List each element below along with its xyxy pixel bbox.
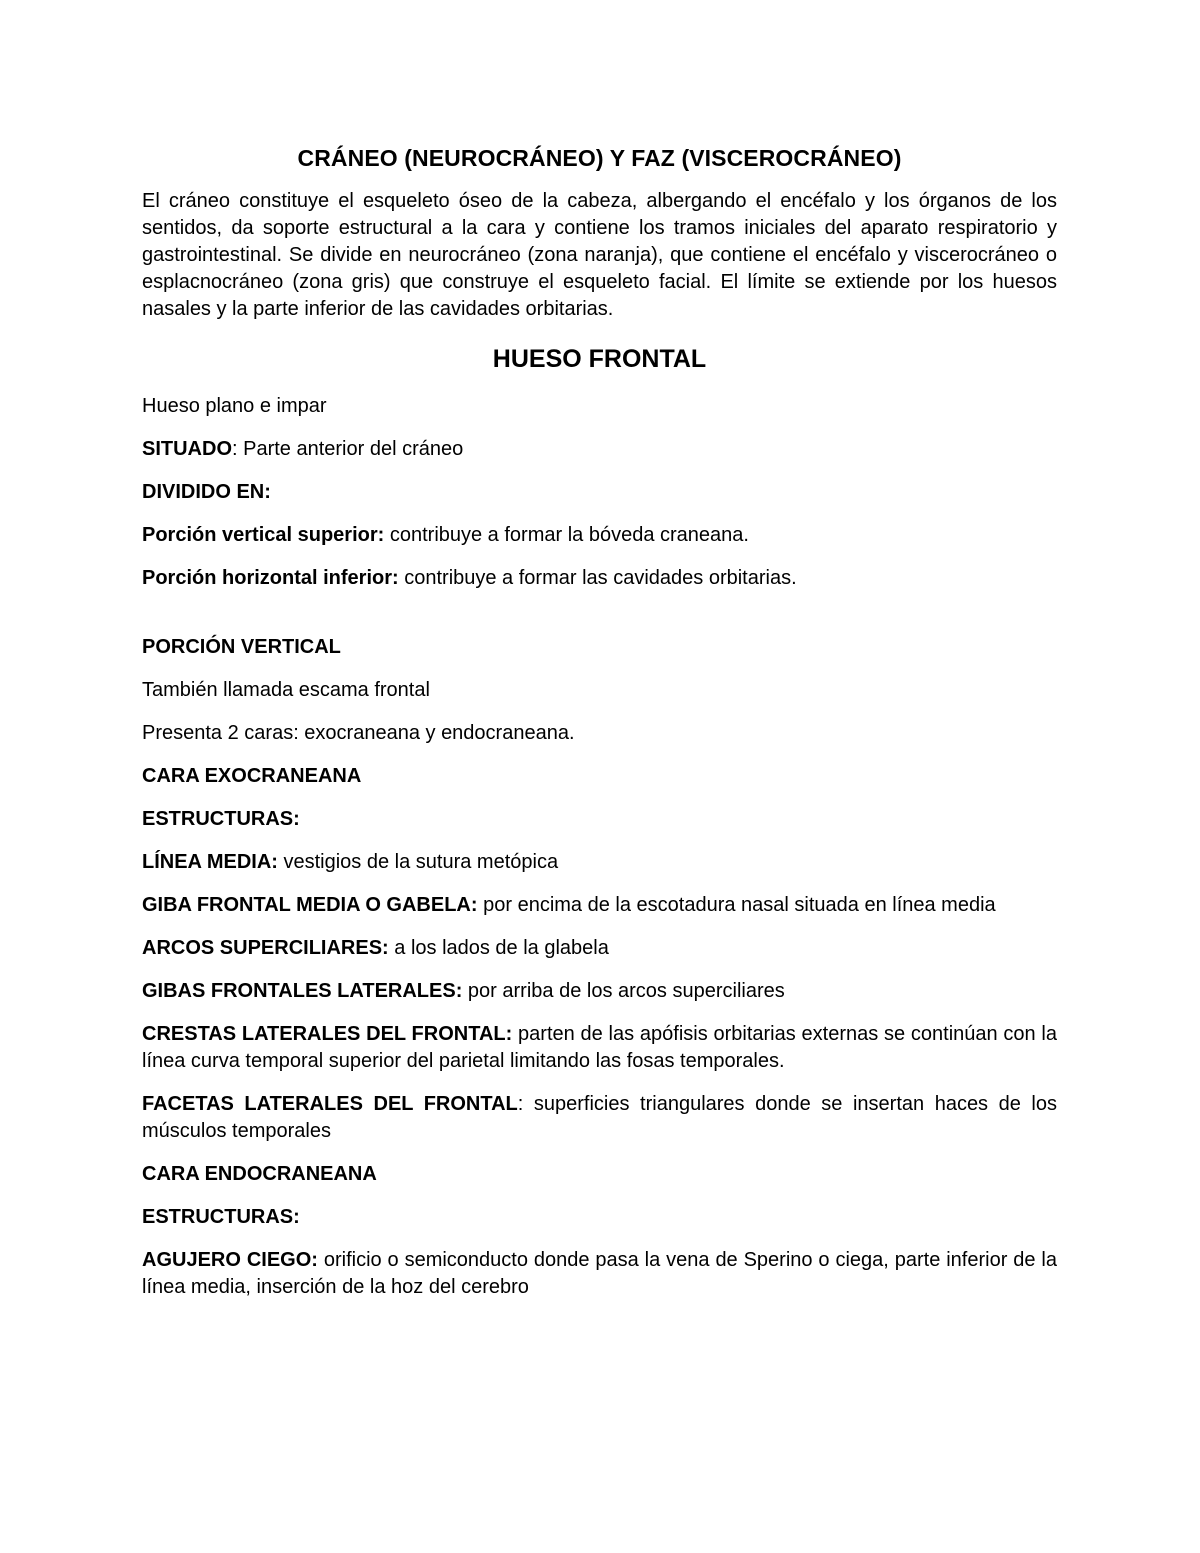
agujero-text: orificio o semiconducto donde pasa la vena de Sperino o ciega, parte inferior de la línea media, inserción de la hoz del cerebro bbox=[142, 1249, 1057, 1298]
hueso-plano-text: Hueso plano e impar bbox=[142, 395, 327, 417]
document-title: CRÁNEO (NEUROCRÁNEO) Y FAZ (VISCEROCRÁNEO) bbox=[297, 145, 902, 171]
porcion-horizontal-inferior-paragraph bbox=[142, 565, 1057, 592]
cara-exocraneana-label: CARA EXOCRANEANA bbox=[142, 765, 362, 787]
cara-endocraneana-heading bbox=[142, 1161, 1057, 1188]
dividido-en-label: DIVIDIDO EN: bbox=[142, 481, 271, 503]
estructuras-heading-2 bbox=[142, 1204, 1057, 1231]
cara-exocraneana-heading bbox=[142, 763, 1057, 790]
linea-media-label: LÍNEA MEDIA: bbox=[142, 851, 278, 873]
facetas-paragraph bbox=[142, 1091, 1057, 1145]
porcion-vertical-heading bbox=[142, 634, 1057, 661]
linea-media-text: vestigios de la sutura metópica bbox=[277, 851, 559, 873]
agujero-label: AGUJERO CIEGO: bbox=[142, 1249, 318, 1271]
agujero-paragraph bbox=[142, 1247, 1057, 1301]
porcion-vertical-superior-label: Porción vertical superior: bbox=[142, 524, 385, 546]
intro-paragraph: El cráneo constituye el esqueleto óseo de la cabeza, albergando el encéfalo y los órganos de los sentidos, da soporte estructural a la cara y contiene los tramos iniciales del aparato respiratorio y gastrointestinal. Se divide en neurocráneo (zona naranja), que contiene el encéfalo y viscerocráneo o esplacnocráneo (zona gris) que construye el esqueleto facial. El límite se extiende por los huesos nasales y la parte inferior de las cavidades orbitarias. bbox=[142, 190, 1057, 320]
dividido-en-heading bbox=[142, 479, 1057, 506]
gibas-laterales-label: GIBAS FRONTALES LATERALES: bbox=[142, 980, 463, 1002]
porcion-vertical-superior-paragraph bbox=[142, 522, 1057, 549]
porcion-horizontal-inferior-label: Porción horizontal inferior: bbox=[142, 567, 399, 589]
gibas-laterales-text: por arriba de los arcos superciliares bbox=[462, 980, 785, 1002]
crestas-label: CRESTAS LATERALES DEL FRONTAL: bbox=[142, 1023, 513, 1045]
cara-endocraneana-label: CARA ENDOCRANEANA bbox=[142, 1163, 377, 1185]
estructuras-label-2: ESTRUCTURAS: bbox=[142, 1206, 300, 1228]
section-title: HUESO FRONTAL bbox=[492, 345, 707, 373]
presenta-text: Presenta 2 caras: exocraneana y endocraneana. bbox=[142, 722, 575, 744]
situado-paragraph bbox=[142, 436, 1057, 463]
estructuras-heading-1 bbox=[142, 806, 1057, 833]
giba-frontal-paragraph bbox=[142, 892, 1057, 919]
facetas-text: : superficies triangulares donde se insertan haces de los músculos temporales bbox=[142, 1093, 1058, 1142]
crestas-text: parten de las apófisis orbitarias externas se continúan con la línea curva temporal superior del parietal limitando las fosas temporales. bbox=[142, 1023, 1057, 1072]
estructuras-label-1: ESTRUCTURAS: bbox=[142, 808, 300, 830]
giba-frontal-label: GIBA FRONTAL MEDIA O GABELA: bbox=[142, 894, 478, 916]
linea-media-paragraph bbox=[142, 849, 1057, 876]
porcion-horizontal-inferior-text: contribuye a formar las cavidades orbitarias. bbox=[398, 567, 797, 589]
facetas-label: FACETAS LATERALES DEL FRONTAL bbox=[142, 1093, 518, 1115]
arcos-paragraph bbox=[142, 935, 1057, 962]
porcion-vertical-label: PORCIÓN VERTICAL bbox=[142, 636, 341, 658]
gibas-laterales-paragraph bbox=[142, 978, 1057, 1005]
escama-text: También llamada escama frontal bbox=[142, 679, 430, 701]
porcion-vertical-superior-text: contribuye a formar la bóveda craneana. bbox=[384, 524, 749, 546]
crestas-paragraph bbox=[142, 1021, 1057, 1075]
document-page bbox=[142, 140, 1057, 1301]
arcos-label: ARCOS SUPERCILIARES: bbox=[142, 937, 389, 959]
situado-label: SITUADO bbox=[142, 438, 232, 460]
giba-frontal-text: por encima de la escotadura nasal situada en línea media bbox=[477, 894, 996, 916]
arcos-text: a los lados de la glabela bbox=[388, 937, 609, 959]
situado-text: : Parte anterior del cráneo bbox=[232, 438, 464, 460]
